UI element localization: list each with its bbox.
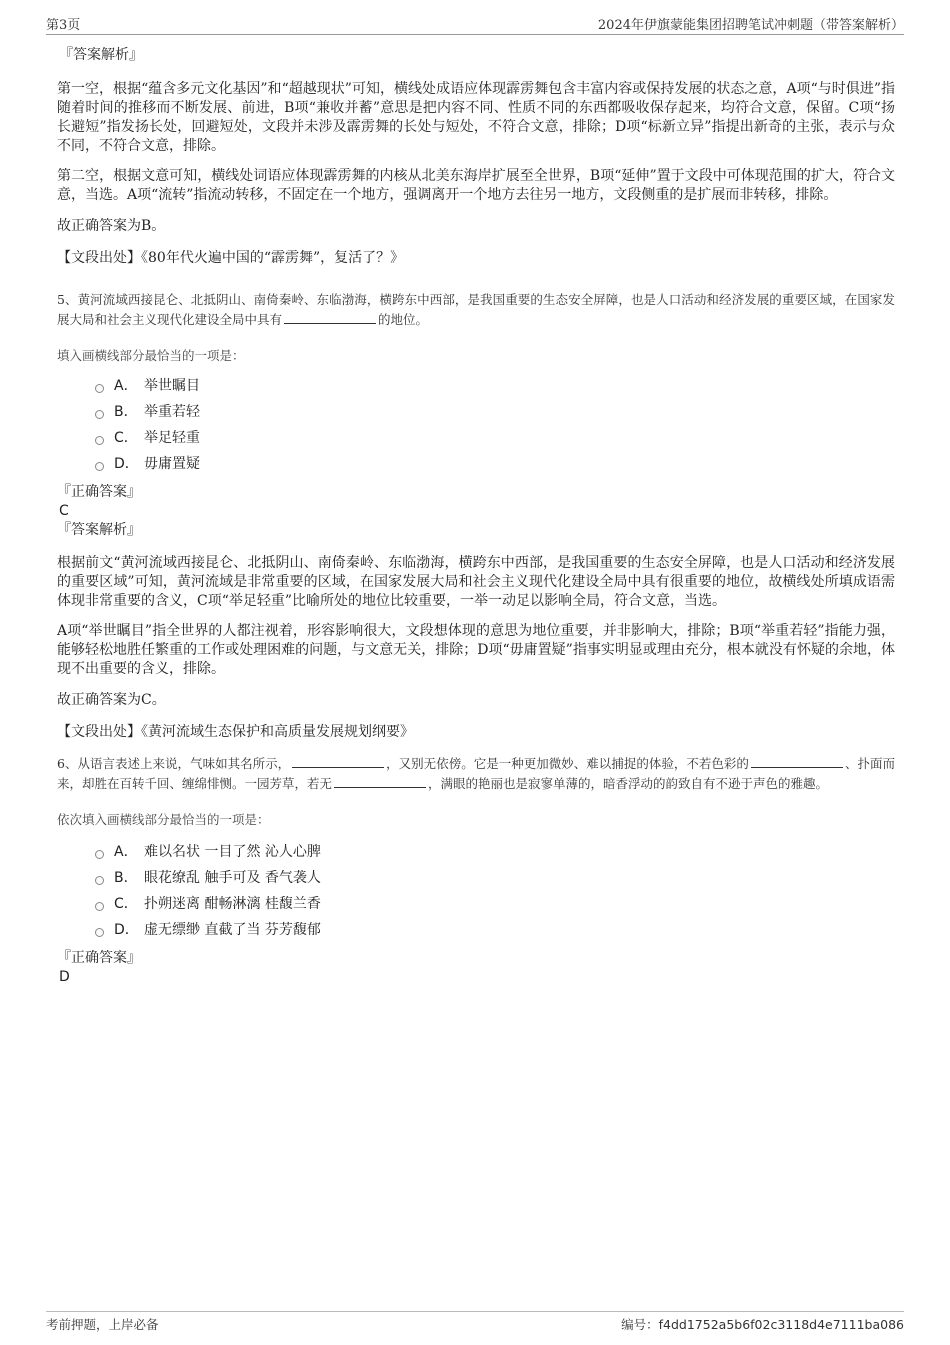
source-citation: 【文段出处】《80年代火遍中国的“霹雳舞”，复活了？》 (57, 250, 405, 266)
option-b[interactable]: B． 举重若轻 (95, 399, 895, 425)
radio-button-icon[interactable] (95, 928, 104, 937)
option-list (95, 373, 895, 477)
analysis-paragraph: 第二空，根据文意可知，横线处词语应体现霹雳舞的内核从北美东海岸扩展至全世界，B项“延伸”置于文段中可体现范围的扩大，符合文意，当选。A项“流转”指流动转移，不固定在一个地方，强调离开一个地方去往另一地方，文段侧重的是扩展而非转移，排除。 (57, 168, 895, 203)
page-footer (46, 1311, 904, 1332)
answer-conclusion: 故正确答案为C。 (57, 692, 166, 708)
correct-answer-label: 『正确答案』 (57, 484, 141, 500)
footer-note: 考前押题，上岸必备 (46, 1317, 159, 1332)
correct-answer: D (59, 969, 70, 985)
answer-analysis-label: 『答案解析』 (57, 522, 141, 538)
question-prompt: 依次填入画横线部分最恰当的一项是： (57, 812, 270, 827)
answer-blank (751, 755, 843, 768)
question-prompt: 填入画横线部分最恰当的一项是： (57, 348, 245, 363)
document-code: 编号：f4dd1752a5b6f02c3118d4e7111ba086 (621, 1317, 904, 1332)
option-b[interactable]: B． 眼花缭乱 触手可及 香气袭人 (95, 865, 895, 891)
answer-blank (292, 755, 384, 768)
answer-blank (284, 311, 376, 324)
radio-button-icon[interactable] (95, 850, 104, 859)
page-header (46, 12, 904, 35)
analysis-paragraph: 第一空，根据“蕴含多元文化基因”和“超越现状”可知，横线处成语应体现霹雳舞包含丰富内容或保持发展的状态之意，A项“与时俱进”指随着时间的推移而不断发展、前进，B项“兼收并蓄”意思是把内容不同、性质不同的东西都吸收保存起来，均符合文意，保留。C项“扬长避短”指发扬长处，回避短处，文段并未涉及霹雳舞的长处与短处，不符合文意，排除；D项“标新立异”指提出新奇的主张，表示与众不同，不符合文意，排除。 (57, 81, 895, 154)
document-title: 2024年伊旗蒙能集团招聘笔试冲刺题（带答案解析） (597, 18, 904, 33)
source-citation: 【文段出处】《黄河流域生态保护和高质量发展规划纲要》 (57, 724, 414, 740)
option-c[interactable]: C． 举足轻重 (95, 425, 895, 451)
question-6-text: 6、从语言表述上来说，气味如其名所示， ，又别无依傍。它是一种更加微妙、难以捕捉的体验，不若色彩的 、扑面而来，却胜在百转千回、缠绵悱恻。一园芳草，若无 ，满眼的艳丽也是寂寥单薄的，暗香浮动的韵致自有不逊于声色的雅趣。 (57, 756, 895, 791)
option-list (95, 839, 895, 943)
option-a[interactable]: A． 举世瞩目 (95, 373, 895, 399)
analysis-paragraph: 根据前文“黄河流域西接昆仑、北抵阴山、南倚秦岭、东临渤海，横跨东中西部，是我国重要的生态安全屏障，也是人口活动和经济发展的重要区域”可知，黄河流域是非常重要的区域，在国家发展大局和社会主义现代化建设全局中具有很重要的地位，故横线处所填成语需体现非常重要的含义，C项“举足轻重”比喻所处的地位比较重要，一举一动足以影响全局，符合文意，当选。 (57, 555, 895, 609)
radio-button-icon[interactable] (95, 462, 104, 471)
radio-button-icon[interactable] (95, 410, 104, 419)
option-d[interactable]: D． 虚无缥缈 直截了当 芬芳馥郁 (95, 917, 895, 943)
answer-conclusion: 故正确答案为B。 (57, 218, 166, 234)
question-5-text: 5、黄河流域西接昆仑、北抵阴山、南倚秦岭、东临渤海，横跨东中西部，是我国重要的生态安全屏障，也是人口活动和经济发展的重要区域，在国家发展大局和社会主义现代化建设全局中具有 的地位。 (57, 292, 895, 327)
option-d[interactable]: D． 毋庸置疑 (95, 451, 895, 477)
answer-analysis-label: 『答案解析』 (59, 47, 143, 63)
correct-answer: C (59, 503, 69, 519)
answer-blank (334, 775, 426, 788)
correct-answer-label: 『正确答案』 (57, 950, 141, 966)
radio-button-icon[interactable] (95, 876, 104, 885)
page-content (57, 46, 895, 986)
option-c[interactable]: C． 扑朔迷离 酣畅淋漓 桂馥兰香 (95, 891, 895, 917)
radio-button-icon[interactable] (95, 384, 104, 393)
analysis-paragraph: A项“举世瞩目”指全世界的人都注视着，形容影响很大，文段想体现的意思为地位重要，并非影响大，排除；B项“举重若轻”指能力强，能够轻松地胜任繁重的工作或处理困难的问题，与文意无关，排除；D项“毋庸置疑”指事实明显或理由充分，根本就没有怀疑的余地，体现不出重要的含义，排除。 (57, 623, 895, 677)
option-a[interactable]: A． 难以名状 一目了然 沁人心脾 (95, 839, 895, 865)
page-number: 第3页 (46, 18, 81, 33)
radio-button-icon[interactable] (95, 902, 104, 911)
radio-button-icon[interactable] (95, 436, 104, 445)
